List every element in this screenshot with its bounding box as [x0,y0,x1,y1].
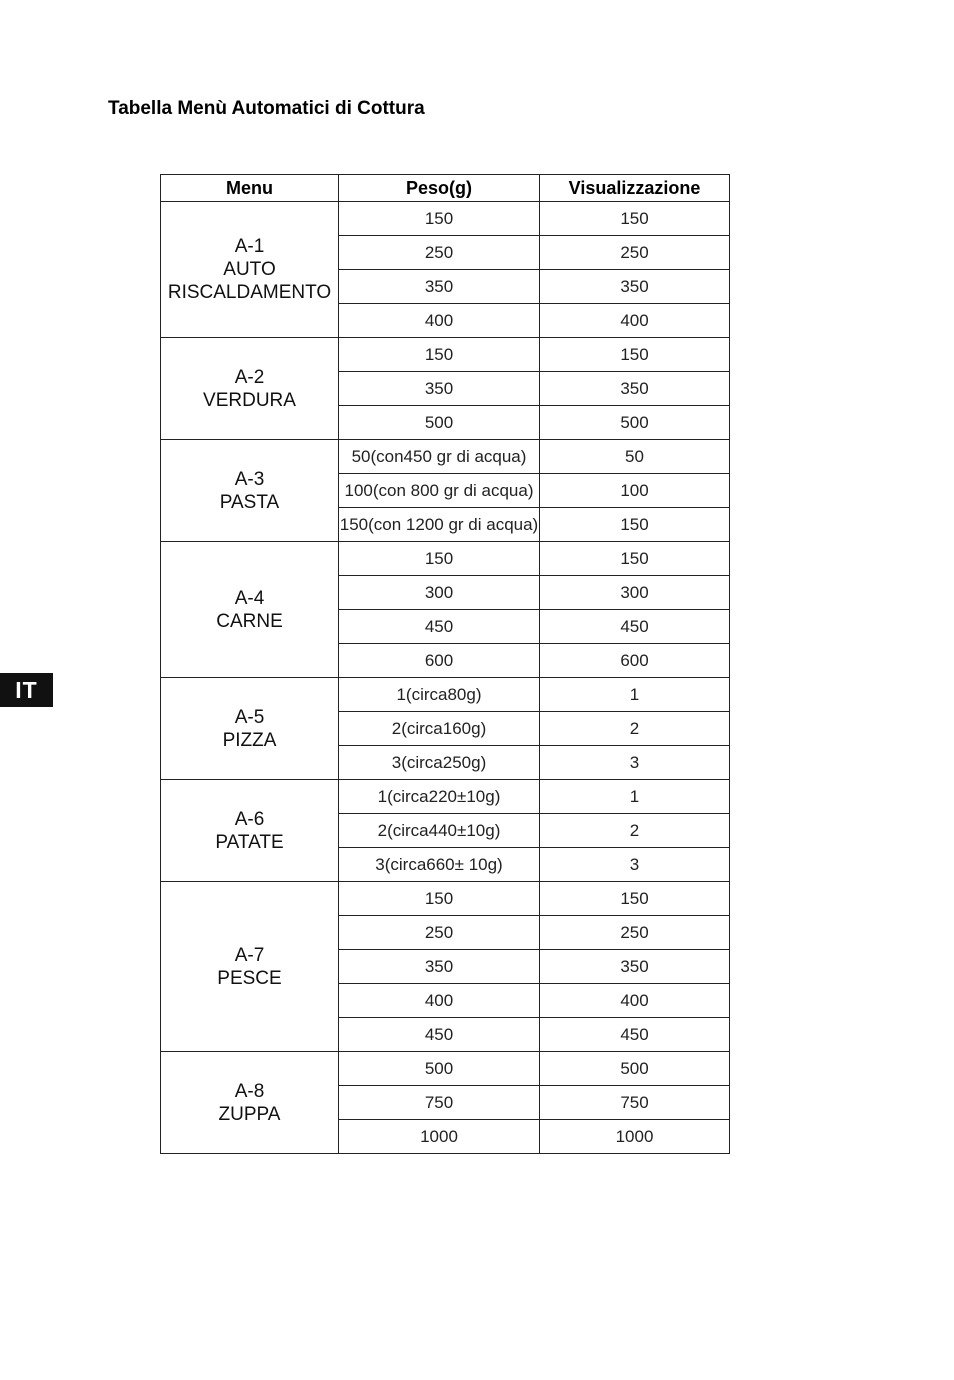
weight-cell: 3(circa660± 10g) [339,848,540,882]
display-cell: 400 [540,984,730,1018]
display-cell: 600 [540,644,730,678]
weight-cell: 750 [339,1086,540,1120]
weight-cell: 250 [339,916,540,950]
weight-cell: 450 [339,1018,540,1052]
menu-label: AUTO [223,259,276,280]
menu-code: A-5 [234,706,265,728]
language-tab: IT [0,673,53,707]
display-cell: 2 [540,712,730,746]
display-cell: 150 [540,508,730,542]
display-cell: 250 [540,236,730,270]
menu-name-cell [161,678,339,780]
weight-cell: 500 [339,406,540,440]
display-cell: 450 [540,1018,730,1052]
menu-label: VERDURA [203,389,296,411]
display-cell: 350 [540,950,730,984]
display-cell: 350 [540,270,730,304]
menu-label: PESCE [217,967,282,989]
display-cell: 150 [540,542,730,576]
weight-cell: 350 [339,270,540,304]
display-cell: 150 [540,202,730,236]
weight-cell: 150 [339,338,540,372]
display-cell: 1 [540,780,730,814]
menu-name-cell [161,1052,339,1154]
display-cell: 300 [540,576,730,610]
weight-cell: 600 [339,644,540,678]
table-row [161,440,730,474]
weight-cell: 2(circa440±10g) [339,814,540,848]
menu-code: A-3 [234,468,265,490]
menu-label: ZUPPA [218,1103,281,1125]
weight-cell: 1000 [339,1120,540,1154]
display-cell: 50 [540,440,730,474]
weight-cell: 3(circa250g) [339,746,540,780]
display-cell: 500 [540,406,730,440]
weight-cell: 350 [339,950,540,984]
weight-cell: 400 [339,984,540,1018]
menu-name-cell [161,338,339,440]
menu-code: A-2 [234,366,265,388]
display-cell: 250 [540,916,730,950]
table-row [161,338,730,372]
menu-label: PATATE [215,831,284,853]
weight-cell: 1(circa80g) [339,678,540,712]
weight-cell: 500 [339,1052,540,1086]
menu-code: A-4 [234,587,265,609]
table-row [161,542,730,576]
weight-cell: 450 [339,610,540,644]
header-display: Visualizzazione [540,175,730,202]
display-cell: 150 [540,338,730,372]
table-row [161,202,730,236]
weight-cell: 150 [339,542,540,576]
table-header-row [161,175,730,202]
table-row [161,678,730,712]
table-row [161,1052,730,1086]
menu-name-cell [161,882,339,1052]
page-title: Tabella Menù Automatici di Cottura [108,98,425,119]
display-cell: 350 [540,372,730,406]
display-cell: 150 [540,882,730,916]
weight-cell: 250 [339,236,540,270]
menu-name-cell [161,440,339,542]
table-row [161,780,730,814]
display-cell: 1 [540,678,730,712]
menu-code: A-7 [234,944,265,966]
weight-cell: 100(con 800 gr di acqua) [339,474,540,508]
menu-code: A-1 [234,236,265,257]
table-body [161,202,730,1154]
weight-cell: 2(circa160g) [339,712,540,746]
display-cell: 500 [540,1052,730,1086]
weight-cell: 150 [339,882,540,916]
menu-label: PASTA [219,491,280,513]
cooking-menu-table [160,174,730,1154]
menu-name-cell [161,202,339,338]
display-cell: 3 [540,746,730,780]
menu-label: RISCALDAMENTO [167,282,332,303]
menu-code: A-8 [234,1080,265,1102]
menu-label: PIZZA [222,729,277,751]
header-menu: Menu [161,175,339,202]
weight-cell: 150 [339,202,540,236]
display-cell: 400 [540,304,730,338]
display-cell: 100 [540,474,730,508]
display-cell: 750 [540,1086,730,1120]
display-cell: 450 [540,610,730,644]
weight-cell: 400 [339,304,540,338]
menu-code: A-6 [234,808,265,830]
header-weight: Peso(g) [339,175,540,202]
table-row [161,882,730,916]
menu-name-cell [161,542,339,678]
display-cell: 1000 [540,1120,730,1154]
display-cell: 2 [540,814,730,848]
weight-cell: 300 [339,576,540,610]
weight-cell: 350 [339,372,540,406]
weight-cell: 50(con450 gr di acqua) [339,440,540,474]
weight-cell: 1(circa220±10g) [339,780,540,814]
menu-name-cell [161,780,339,882]
menu-label: CARNE [216,610,283,632]
weight-cell: 150(con 1200 gr di acqua) [339,508,540,542]
display-cell: 3 [540,848,730,882]
